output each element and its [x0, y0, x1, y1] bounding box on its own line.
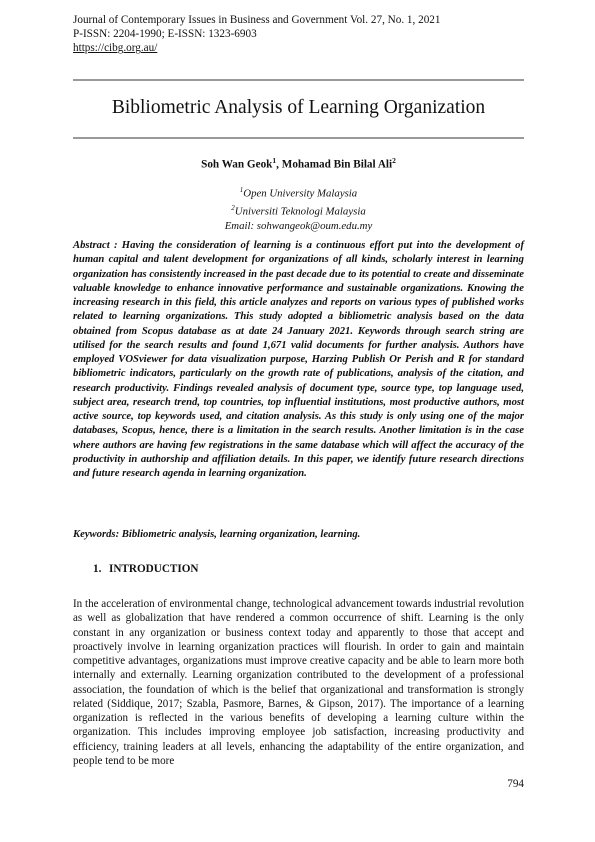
- journal-line: Journal of Contemporary Issues in Business and Government Vol. 27, No. 1, 2021: [73, 14, 441, 26]
- author-affiliation-mark: 2: [392, 156, 396, 165]
- contact-email: Email: sohwangeok@oum.edu.my: [224, 219, 373, 232]
- affiliation-mark: 2: [231, 203, 235, 212]
- title-divider: [73, 137, 524, 139]
- abstract: Abstract : Having the consideration of learning is a continuous effort put into the development of human capital and talent development for organizations of all kinds, scholarly interest in learning organization has consistently increased in the past decade due to its potential to create and disseminate valuable knowledge to enhance innovative performance and sustainable organizations. Knowing the increasing research in this field, this article analyzes and reports on various types of published works related to learning organizations. This study adopted a bibliometric analysis based on the data obtained from Scopus database as at date 24 January 2021. Keywords through search string are utilised for the search results and found 1,671 valid documents for further analysis. Authors have employed VOSviewer for data visualization purpose, Harzing Publish Or Perish and R for standard bibliometric indicators, particularly on the growth rate of publications, analysis of the citation, and research productivity. Findings revealed analysis of document type, source type, top language used, subject area, research trend, top countries, top influential institutions, most productive authors, most active source, top keywords used, and citation analysis. As this study is only using one of the major databases, Scopus, hence, there is a limitation in the search results. Another limitation is in the case where authors are having few registrations in the same database which will affect the accuracy of the productivity in authorship and affiliation details. In this paper, we identify future research directions and future research agenda in learning organization.: [73, 240, 524, 479]
- top-divider: [73, 79, 524, 81]
- issn-line: P-ISSN: 2204-1990; E-ISSN: 1323-6903: [73, 28, 257, 41]
- page-number: 794: [507, 778, 524, 790]
- affiliation-1: [73, 183, 524, 201]
- section-number: 1.: [93, 563, 102, 575]
- paper-title: Bibliometric Analysis of Learning Organization: [111, 97, 486, 118]
- author-name: Mohamad Bin Bilal Ali: [281, 158, 393, 171]
- journal-url-link[interactable]: https://cibg.org.au/: [73, 42, 158, 55]
- journal-header: [73, 13, 533, 56]
- affiliation-name: Open University Malaysia: [243, 187, 358, 200]
- keywords: Keywords: Bibliometric analysis, learning organization, learning.: [73, 529, 361, 540]
- introduction-paragraph: In the acceleration of environmental change, technological advancement towards industrial revolution as well as globalization that have rendered a common occurrence of shift. Learning is the only constant in any organization or business context today and apparently to those that accept and proactively involve in learning organization practices will flourish. In order to gain and maintain competitive advantages, organizations must improve creative capacity and be able to learn more both internally and externally. Learning organization contributed to the development of a professional association, the foundation of which is the belief that organizational and transformation is strongly related (Siddique, 2017; Szabla, Pasmore, Barnes, & Gipson, 2017). The importance of a learning organization is reflected in the various benefits of developing a learning culture within the organization. This includes improving employee job satisfaction, increasing productivity and efficiency, training leaders at all levels, enhancing the adaptability of the entire organization, and people tend to be more: [73, 598, 524, 767]
- affiliation-2: [73, 201, 524, 219]
- author-affiliation-mark: 1: [272, 156, 277, 165]
- author-list: [73, 156, 524, 171]
- author-separator: ,: [276, 158, 282, 171]
- affiliation-name: Universiti Teknologi Malaysia: [234, 205, 366, 218]
- author-name: Soh Wan Geok: [201, 158, 273, 171]
- section-heading: [93, 563, 199, 575]
- affiliations: [73, 183, 524, 233]
- affiliation-mark: 1: [239, 186, 244, 194]
- section-title: INTRODUCTION: [109, 563, 199, 575]
